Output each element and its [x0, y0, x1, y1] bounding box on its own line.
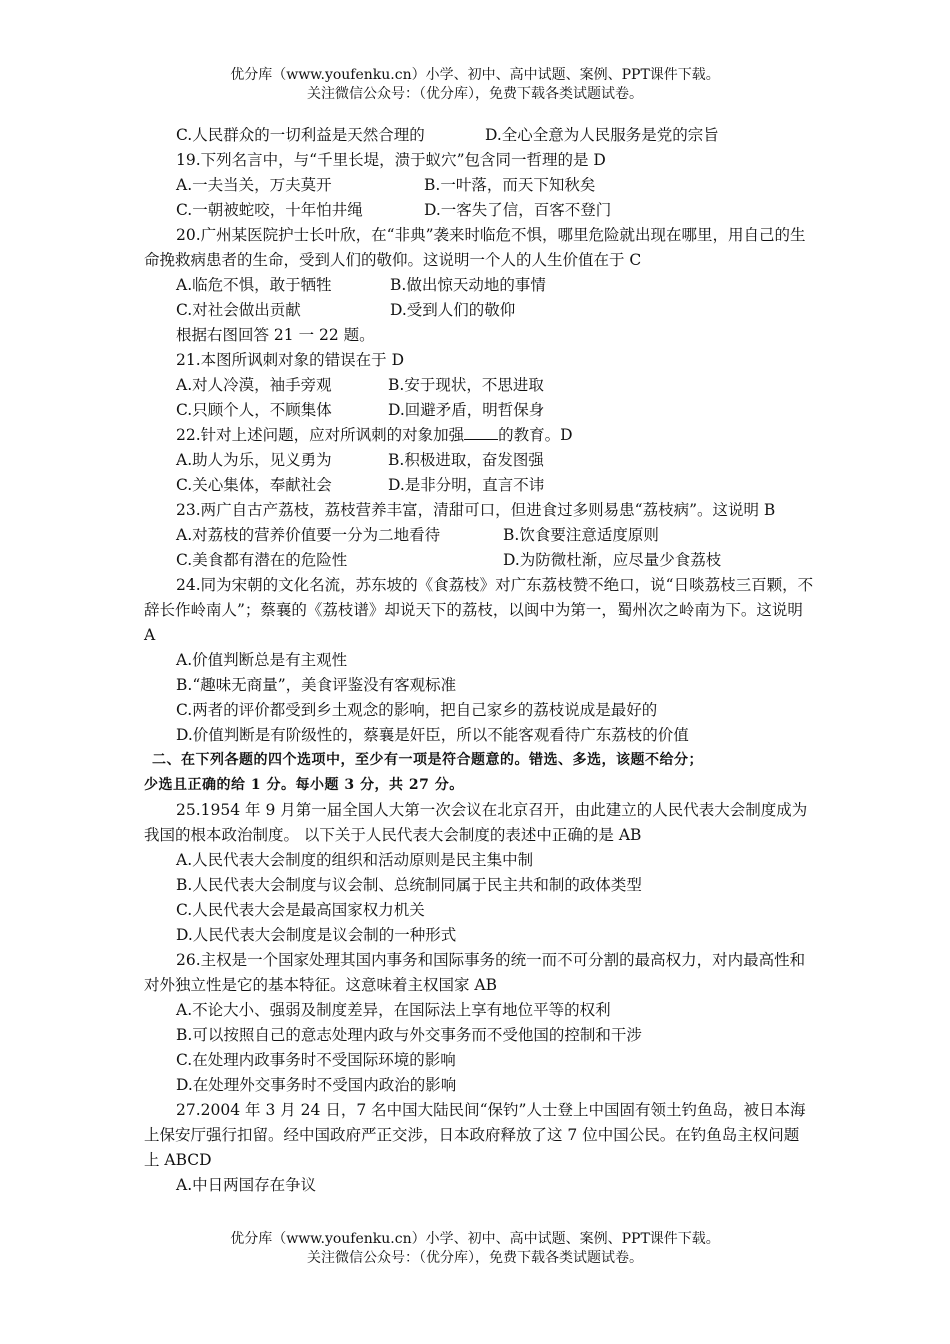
- q21-22-intro: 根据右图回答 21 一 22 题。: [176, 326, 375, 344]
- q22-options-ab: [176, 448, 814, 473]
- q22-option-b: B.积极进取，奋发图强: [388, 451, 544, 469]
- q25-option-c: C.人民代表大会是最高国家权力机关: [176, 901, 425, 919]
- q24-option-b: B.“趣味无商量”，美食评鉴没有客观标准: [176, 676, 457, 694]
- q22-stem: [144, 423, 814, 448]
- q19-option-d: D.一客失了信，百客不登门: [424, 201, 612, 219]
- q25-option-b: B.人民代表大会制度与议会制、总统制同属于民主共和制的政体类型: [176, 876, 642, 894]
- q22-stem-post: 的教育。D: [498, 426, 573, 444]
- q26-stem: 26.主权是一个国家处理其国内事务和国际事务的统一而不可分割的最高权力，对内最高性和对外独立性是它的基本特征。这意味着主权国家 AB: [144, 951, 806, 994]
- header-line-2: 关注微信公众号：（优分库），免费下载各类试题试卷。: [307, 86, 643, 102]
- page-footer: [0, 1230, 950, 1268]
- q26-option-c: C.在处理内政事务时不受国际环境的影响: [176, 1051, 456, 1069]
- q22-option-a: A.助人为乐，见义勇为: [176, 451, 332, 469]
- q22-blank: [464, 425, 498, 440]
- q20-options-cd: [176, 298, 814, 323]
- q26-option-b: B.可以按照自己的意志处理内政与外交事务而不受他国的控制和干涉: [176, 1026, 642, 1044]
- q20-option-d: D.受到人们的敬仰: [390, 301, 516, 319]
- q18-options-cd: [176, 123, 814, 148]
- section-2-line-1: 二、在下列各题的四个选项中，至少有一项是符合题意的。错选、多选，该题不给分；: [152, 752, 703, 768]
- q19-option-b: B.一叶落，而天下知秋矣: [424, 176, 596, 194]
- q21-option-a: A.对人冷漠，袖手旁观: [176, 376, 332, 394]
- q23-option-c: C.美食都有潜在的危险性: [176, 551, 348, 569]
- q27-option-a: A.中日两国存在争议: [176, 1176, 317, 1194]
- q20-option-b: B.做出惊天动地的事情: [390, 276, 546, 294]
- q24-stem: 24.同为宋朝的文化名流，苏东坡的《食荔枝》对广东荔枝赞不绝口，说“日啖荔枝三百颗，不辞长作岭南人”；蔡襄的《荔枝谱》却说天下的荔枝，以闽中为第一，蜀州次之岭南为下。这说明 A: [144, 576, 814, 644]
- footer-line-1: 优分库（www.youfenku.cn）小学、初中、高中试题、案例、PPT课件下载。: [230, 1231, 720, 1247]
- q23-option-d: D.为防微杜渐，应尽量少食荔枝: [503, 551, 722, 569]
- q27-stem: 27.2004 年 3 月 24 日，7 名中国大陆民间“保钓”人士登上中国固有领土钓鱼岛，被日本海上保安厅强行扣留。经中国政府严正交涉，日本政府释放了这 7 位中国公民。在钓鱼岛主权问题上 ABCD: [144, 1101, 806, 1169]
- page-header: [0, 66, 950, 104]
- q18-option-d: D.全心全意为人民服务是党的宗旨: [485, 126, 719, 144]
- q19-option-a: A.一夫当关，万夫莫开: [176, 176, 332, 194]
- q24-option-d: D.价值判断是有阶级性的，蔡襄是奸臣，所以不能客观看待广东荔枝的价值: [176, 726, 689, 744]
- q26-option-d: D.在处理外交事务时不受国内政治的影响: [176, 1076, 457, 1094]
- q21-options-cd: [176, 398, 814, 423]
- q23-options-ab: [176, 523, 814, 548]
- q20-stem: 20.广州某医院护士长叶欣，在“非典”袭来时临危不惧，哪里危险就出现在哪里，用自己的生命挽救病患者的生命，受到人们的敬仰。这说明一个人的人生价值在于 C: [144, 226, 806, 269]
- q22-stem-pre: 22.针对上述问题，应对所讽刺的对象加强: [176, 426, 465, 444]
- header-line-1: 优分库（www.youfenku.cn）小学、初中、高中试题、案例、PPT课件下载。: [230, 67, 720, 83]
- q24-option-a: A.价值判断总是有主观性: [176, 651, 348, 669]
- q20-option-c: C.对社会做出贡献: [176, 301, 301, 319]
- q18-option-c: C.人民群众的一切利益是天然合理的: [176, 126, 425, 144]
- footer-line-2: 关注微信公众号：（优分库），免费下载各类试题试卷。: [307, 1250, 643, 1266]
- q19-stem: 19.下列名言中，与“千里长堤，溃于蚁穴”包含同一哲理的是 D: [176, 151, 606, 169]
- q21-stem: 21.本图所讽刺对象的错误在于 D: [176, 351, 405, 369]
- q25-option-a: A.人民代表大会制度的组织和活动原则是民主集中制: [176, 851, 534, 869]
- q20-options-ab: [176, 273, 814, 298]
- q24-option-c: C.两者的评价都受到乡土观念的影响，把自己家乡的荔枝说成是最好的: [176, 701, 658, 719]
- section-2-line-2: 少选且正确的给 1 分。每小题 3 分，共 27 分。: [144, 777, 464, 793]
- q20-option-a: A.临危不惧，敢于牺牲: [176, 276, 332, 294]
- q21-options-ab: [176, 373, 814, 398]
- q23-option-a: A.对荔枝的营养价值要一分为二地看待: [176, 526, 441, 544]
- section-2-heading: [144, 748, 814, 798]
- q23-options-cd: [176, 548, 814, 573]
- q19-options-cd: [176, 198, 814, 223]
- q19-options-ab: [176, 173, 814, 198]
- q21-option-d: D.回避矛盾，明哲保身: [388, 401, 545, 419]
- q23-option-b: B.饮食要注意适度原则: [503, 526, 659, 544]
- q19-option-c: C.一朝被蛇咬，十年怕井绳: [176, 201, 363, 219]
- q21-option-b: B.安于现状，不思进取: [388, 376, 544, 394]
- q22-options-cd: [176, 473, 814, 498]
- q22-option-d: D.是非分明，直言不讳: [388, 476, 545, 494]
- exam-content: [144, 123, 814, 1198]
- q23-stem: 23.两广自古产荔枝，荔枝营养丰富，清甜可口，但进食过多则易患“荔枝病”。这说明 B: [176, 501, 776, 519]
- q26-option-a: A.不论大小、强弱及制度差异，在国际法上享有地位平等的权利: [176, 1001, 611, 1019]
- q25-stem: 25.1954 年 9 月第一届全国人大第一次会议在北京召开，由此建立的人民代表大会制度成为我国的根本政治制度。 以下关于人民代表大会制度的表述中正确的是 AB: [144, 801, 808, 844]
- q25-option-d: D.人民代表大会制度是议会制的一种形式: [176, 926, 457, 944]
- q21-option-c: C.只顾个人，不顾集体: [176, 401, 332, 419]
- q22-option-c: C.关心集体，奉献社会: [176, 476, 332, 494]
